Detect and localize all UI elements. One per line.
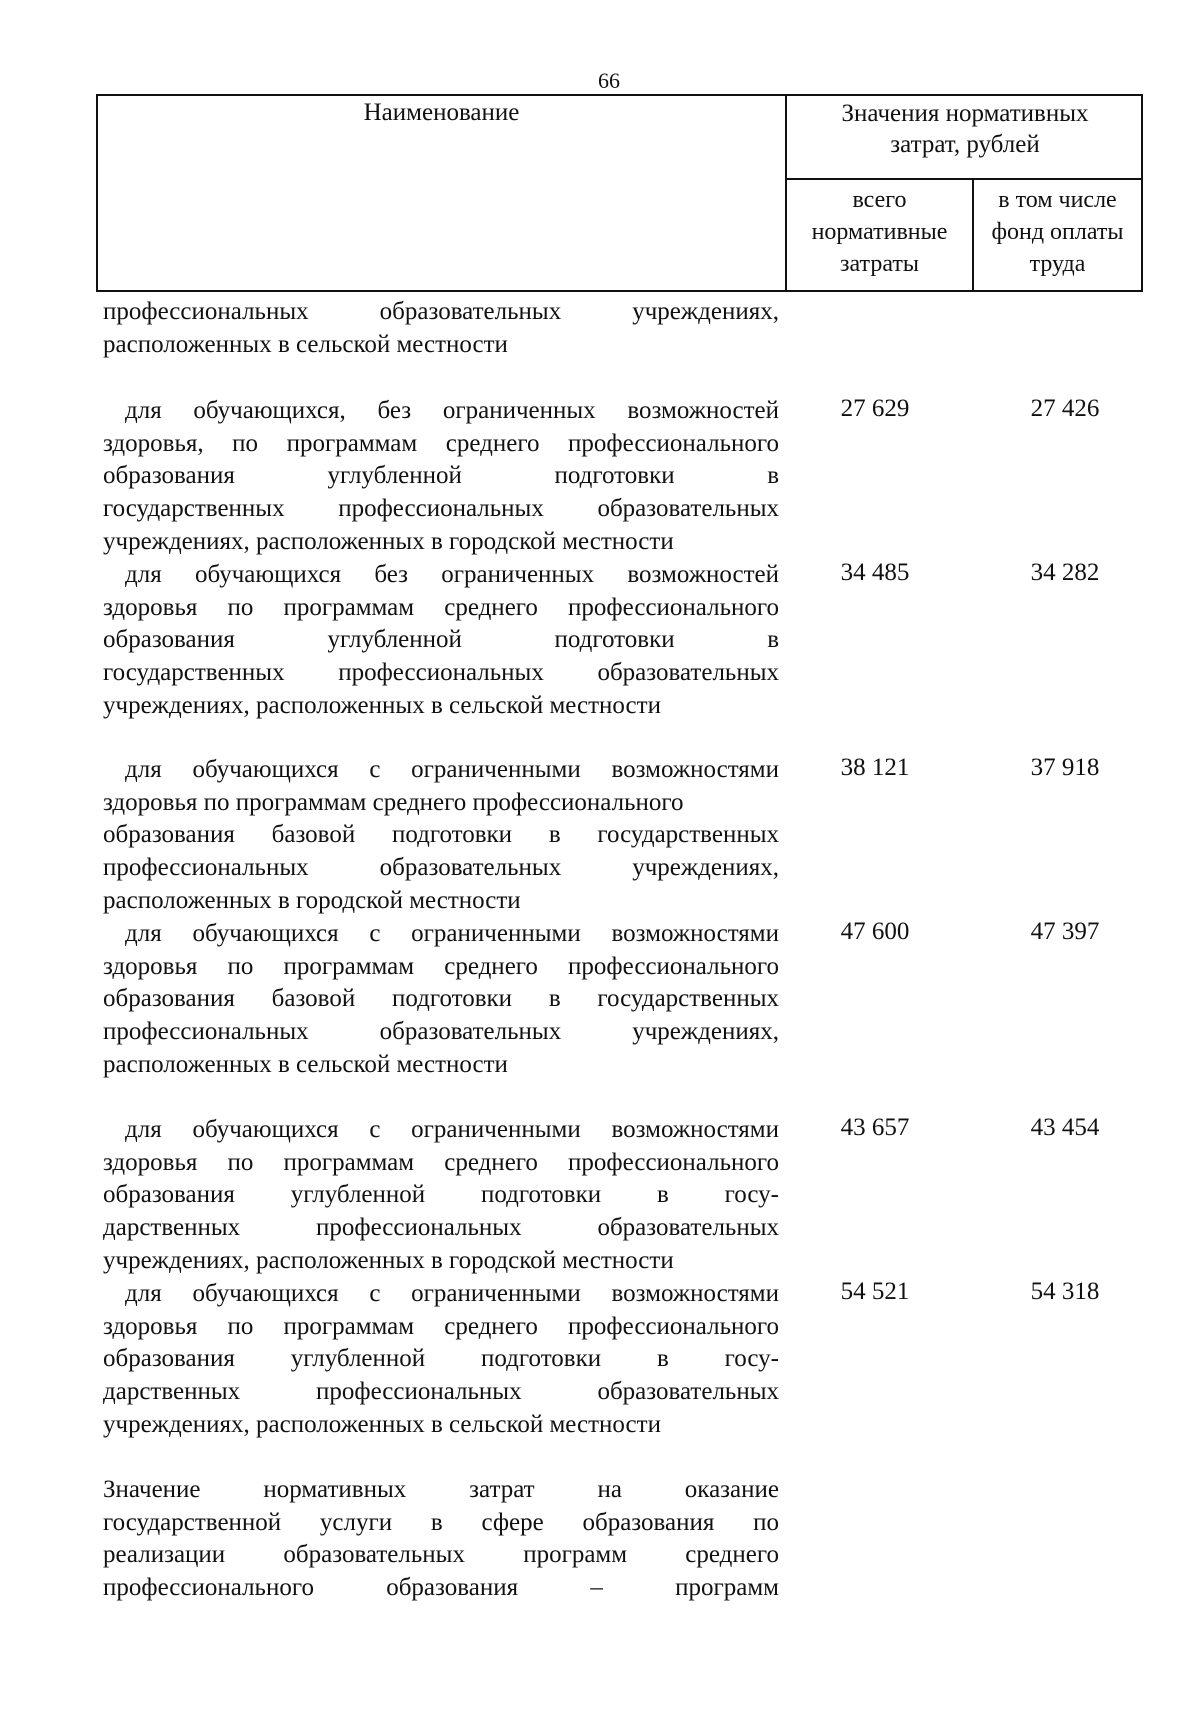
- text-line: для обучающихся без ограниченных возможностей: [125, 561, 779, 588]
- row-wage-value: 34 282: [1030, 559, 1100, 586]
- row-description: [103, 754, 779, 918]
- text-line: профессиональных образовательных учреждениях,: [103, 854, 779, 882]
- header-values-column: [787, 98, 1143, 160]
- text-line: для обучающихся с ограниченными возможностями: [125, 1116, 779, 1143]
- text-line: профессиональных образовательных учреждениях,: [103, 1018, 779, 1046]
- text-line: дарственных профессиональных образовательных: [103, 1378, 779, 1406]
- text-line: профессионального образования – программ: [103, 1574, 779, 1602]
- text-line: здоровья по программам среднего профессионального: [103, 593, 779, 621]
- row-total-value: 27 629: [840, 395, 910, 422]
- text-line: государственных профессиональных образовательных: [103, 659, 779, 687]
- table-header: [96, 94, 1143, 292]
- text-line: здоровья по программам среднего профессионального: [103, 788, 684, 816]
- text-line: образования базовой подготовки в государственных: [103, 821, 779, 849]
- header-total-line: всего: [852, 187, 907, 213]
- text-line: образования углубленной подготовки в: [103, 626, 779, 654]
- header-total-line: нормативные: [811, 219, 948, 245]
- text-line: Значение нормативных затрат на оказание: [103, 1476, 779, 1503]
- row-wage-value: 37 918: [1030, 754, 1100, 781]
- row-total-value: 43 657: [840, 1114, 910, 1141]
- continuation-text: [103, 296, 779, 361]
- text-line: для обучающихся, без ограниченных возможностей: [125, 397, 779, 424]
- text-line: государственной услуги в сфере образования по: [103, 1508, 779, 1536]
- page-number: 66: [598, 68, 620, 93]
- text-line: профессиональных образовательных учреждениях,: [103, 298, 779, 325]
- header-total-line: затраты: [840, 251, 919, 277]
- text-line: расположенных в сельской местности: [103, 1050, 508, 1078]
- text-line: здоровья, по программам среднего профессионального: [103, 429, 779, 457]
- row-wage-value: 47 397: [1030, 918, 1100, 945]
- text-line: здоровья по программам среднего профессионального: [103, 952, 779, 980]
- text-line: учреждениях, расположенных в городской местности: [103, 527, 674, 555]
- text-line: государственных профессиональных образовательных: [103, 495, 779, 523]
- header-wage-fund: [974, 184, 1141, 280]
- header-name-column: Наименование: [363, 99, 520, 126]
- text-line: образования углубленной подготовки в госу-: [103, 1345, 779, 1373]
- header-values-line: затрат, рублей: [890, 131, 1040, 158]
- text-line: реализации образовательных программ среднего: [103, 1541, 779, 1569]
- row-description: [103, 1114, 779, 1278]
- row-total-value: 47 600: [840, 918, 910, 945]
- row-description: [103, 395, 779, 559]
- text-line: дарственных профессиональных образовательных: [103, 1214, 779, 1242]
- row-description: [103, 918, 779, 1082]
- row-wage-value: 54 318: [1030, 1278, 1100, 1305]
- header-wage-line: труда: [1029, 251, 1086, 277]
- text-line: расположенных в сельской местности: [103, 330, 508, 358]
- text-line: расположенных в городской местности: [103, 886, 521, 914]
- final-paragraph: [103, 1474, 779, 1605]
- row-total-value: 34 485: [840, 559, 910, 586]
- text-line: учреждениях, расположенных в городской местности: [103, 1246, 674, 1274]
- header-total-costs: [787, 184, 972, 280]
- text-line: образования углубленной подготовки в госу-: [103, 1181, 779, 1209]
- text-line: учреждениях, расположенных в сельской местности: [103, 691, 661, 719]
- row-wage-value: 43 454: [1030, 1114, 1100, 1141]
- text-line: образования углубленной подготовки в: [103, 462, 779, 490]
- row-total-value: 54 521: [840, 1278, 910, 1305]
- text-line: для обучающихся с ограниченными возможностями: [125, 920, 779, 947]
- row-description: [103, 1278, 779, 1442]
- text-line: образования базовой подготовки в государственных: [103, 985, 779, 1013]
- text-line: для обучающихся с ограниченными возможностями: [125, 1280, 779, 1307]
- text-line: для обучающихся с ограниченными возможностями: [125, 756, 779, 783]
- row-description: [103, 559, 779, 723]
- text-line: учреждениях, расположенных в сельской местности: [103, 1410, 661, 1438]
- text-line: здоровья по программам среднего профессионального: [103, 1148, 779, 1176]
- row-total-value: 38 121: [840, 754, 910, 781]
- header-wage-line: фонд оплаты: [991, 219, 1124, 245]
- header-wage-line: в том числе: [998, 187, 1117, 213]
- header-values-line: Значения нормативных: [841, 100, 1089, 127]
- text-line: здоровья по программам среднего профессионального: [103, 1312, 779, 1340]
- row-wage-value: 27 426: [1030, 395, 1100, 422]
- header-divider-horizontal: [785, 178, 1141, 180]
